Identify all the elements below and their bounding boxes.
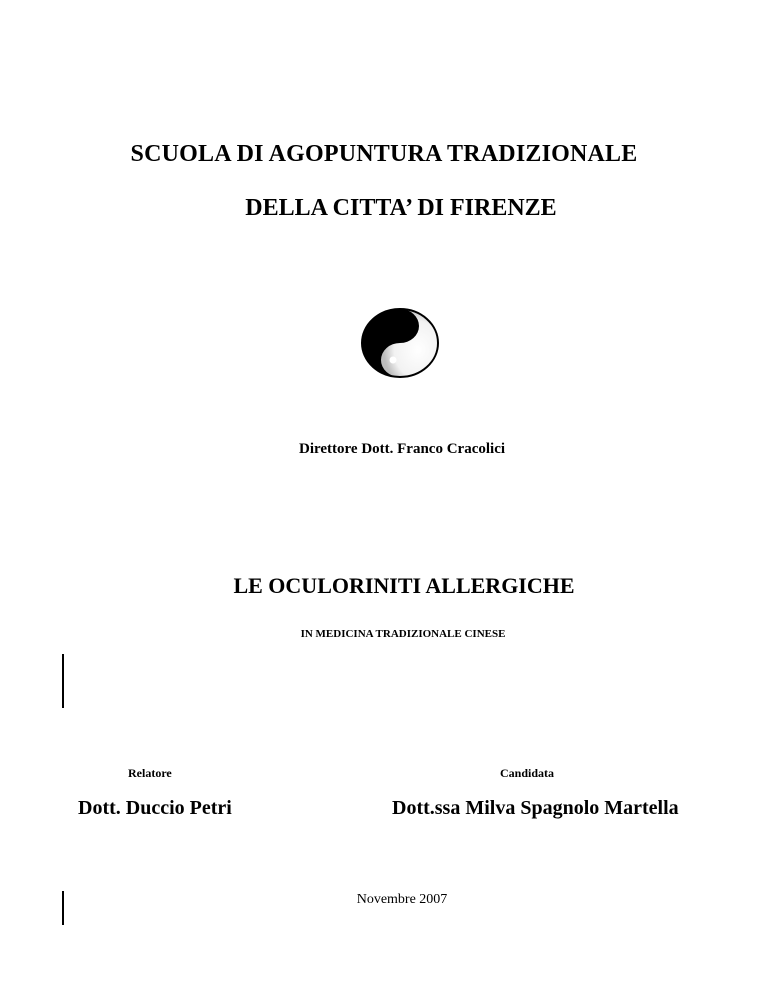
director-line: Direttore Dott. Franco Cracolici [298,441,506,457]
date: Novembre 2007 [356,892,448,907]
relatore-name: Dott. Duccio Petri [78,797,232,819]
margin-change-bar [62,654,64,708]
thesis-title: LE OCULORINITI ALLERGICHE [233,573,575,598]
candidata-label: Candidata [500,766,555,780]
yin-yang-icon [358,305,442,381]
candidata-name: Dott.ssa Milva Spagnolo Martella [392,797,679,819]
school-name-line-1: SCUOLA DI AGOPUNTURA TRADIZIONALE [130,141,638,167]
school-name-line-2: DELLA CITTA’ DI FIRENZE [245,195,557,221]
relatore-label: Relatore [128,766,172,780]
thesis-subtitle: IN MEDICINA TRADIZIONALE CINESE [300,628,506,640]
